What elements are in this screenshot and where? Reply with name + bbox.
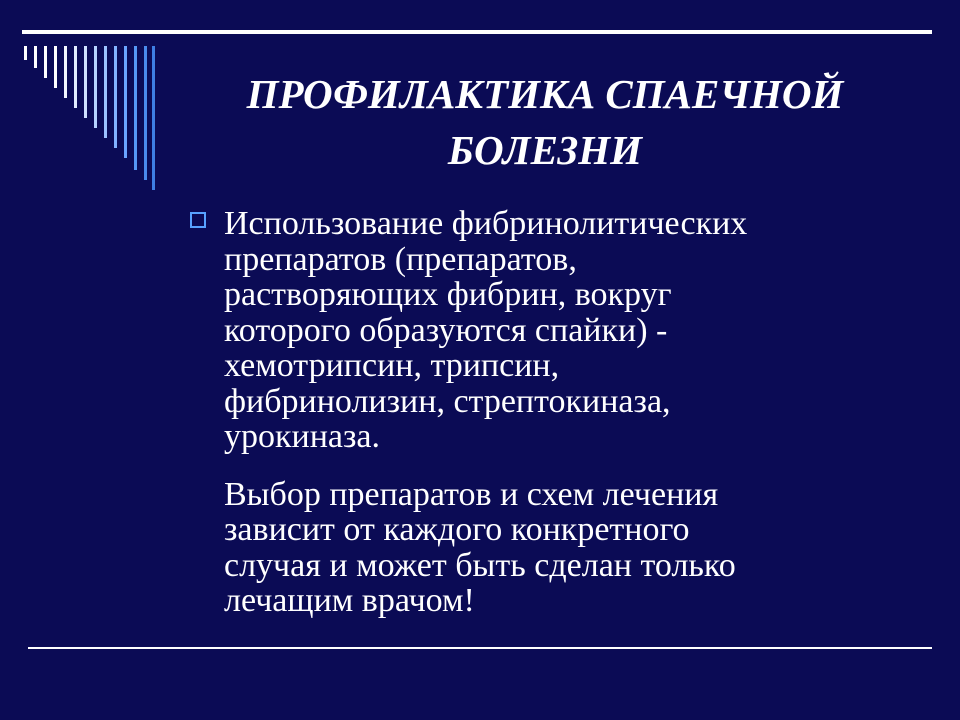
stripe bbox=[152, 46, 155, 190]
stripe bbox=[94, 46, 97, 128]
stripe bbox=[54, 46, 57, 88]
square-bullet-icon bbox=[190, 212, 206, 228]
stripe bbox=[44, 46, 47, 78]
stripe bbox=[74, 46, 77, 108]
stripe bbox=[134, 46, 137, 170]
stripe bbox=[144, 46, 147, 180]
stripe bbox=[84, 46, 87, 118]
bullet-text: Использование фибринолитических препаратов (препаратов, растворяющих фибрин, вокруг которого образуются спайки) - хемотрипсин, трипсин, фибринолизин, стрептокиназа, урокиназа. bbox=[224, 205, 748, 455]
decorative-stripes bbox=[22, 46, 162, 196]
stripe bbox=[124, 46, 127, 158]
bottom-rule bbox=[28, 647, 932, 649]
stripe bbox=[24, 46, 27, 60]
stripe bbox=[64, 46, 67, 98]
note-paragraph: Выбор препаратов и схем лечения зависит от каждого конкретного случая и может быть сделан только лечащим врачом! bbox=[224, 475, 736, 619]
stripe bbox=[104, 46, 107, 138]
stripe bbox=[34, 46, 37, 68]
stripe bbox=[114, 46, 117, 148]
slide-title: ПРОФИЛАКТИКА СПАЕЧНОЙ БОЛЕЗНИ bbox=[246, 71, 844, 173]
bullet-item bbox=[186, 206, 916, 455]
slide-content bbox=[186, 206, 916, 619]
top-rule bbox=[22, 30, 932, 34]
